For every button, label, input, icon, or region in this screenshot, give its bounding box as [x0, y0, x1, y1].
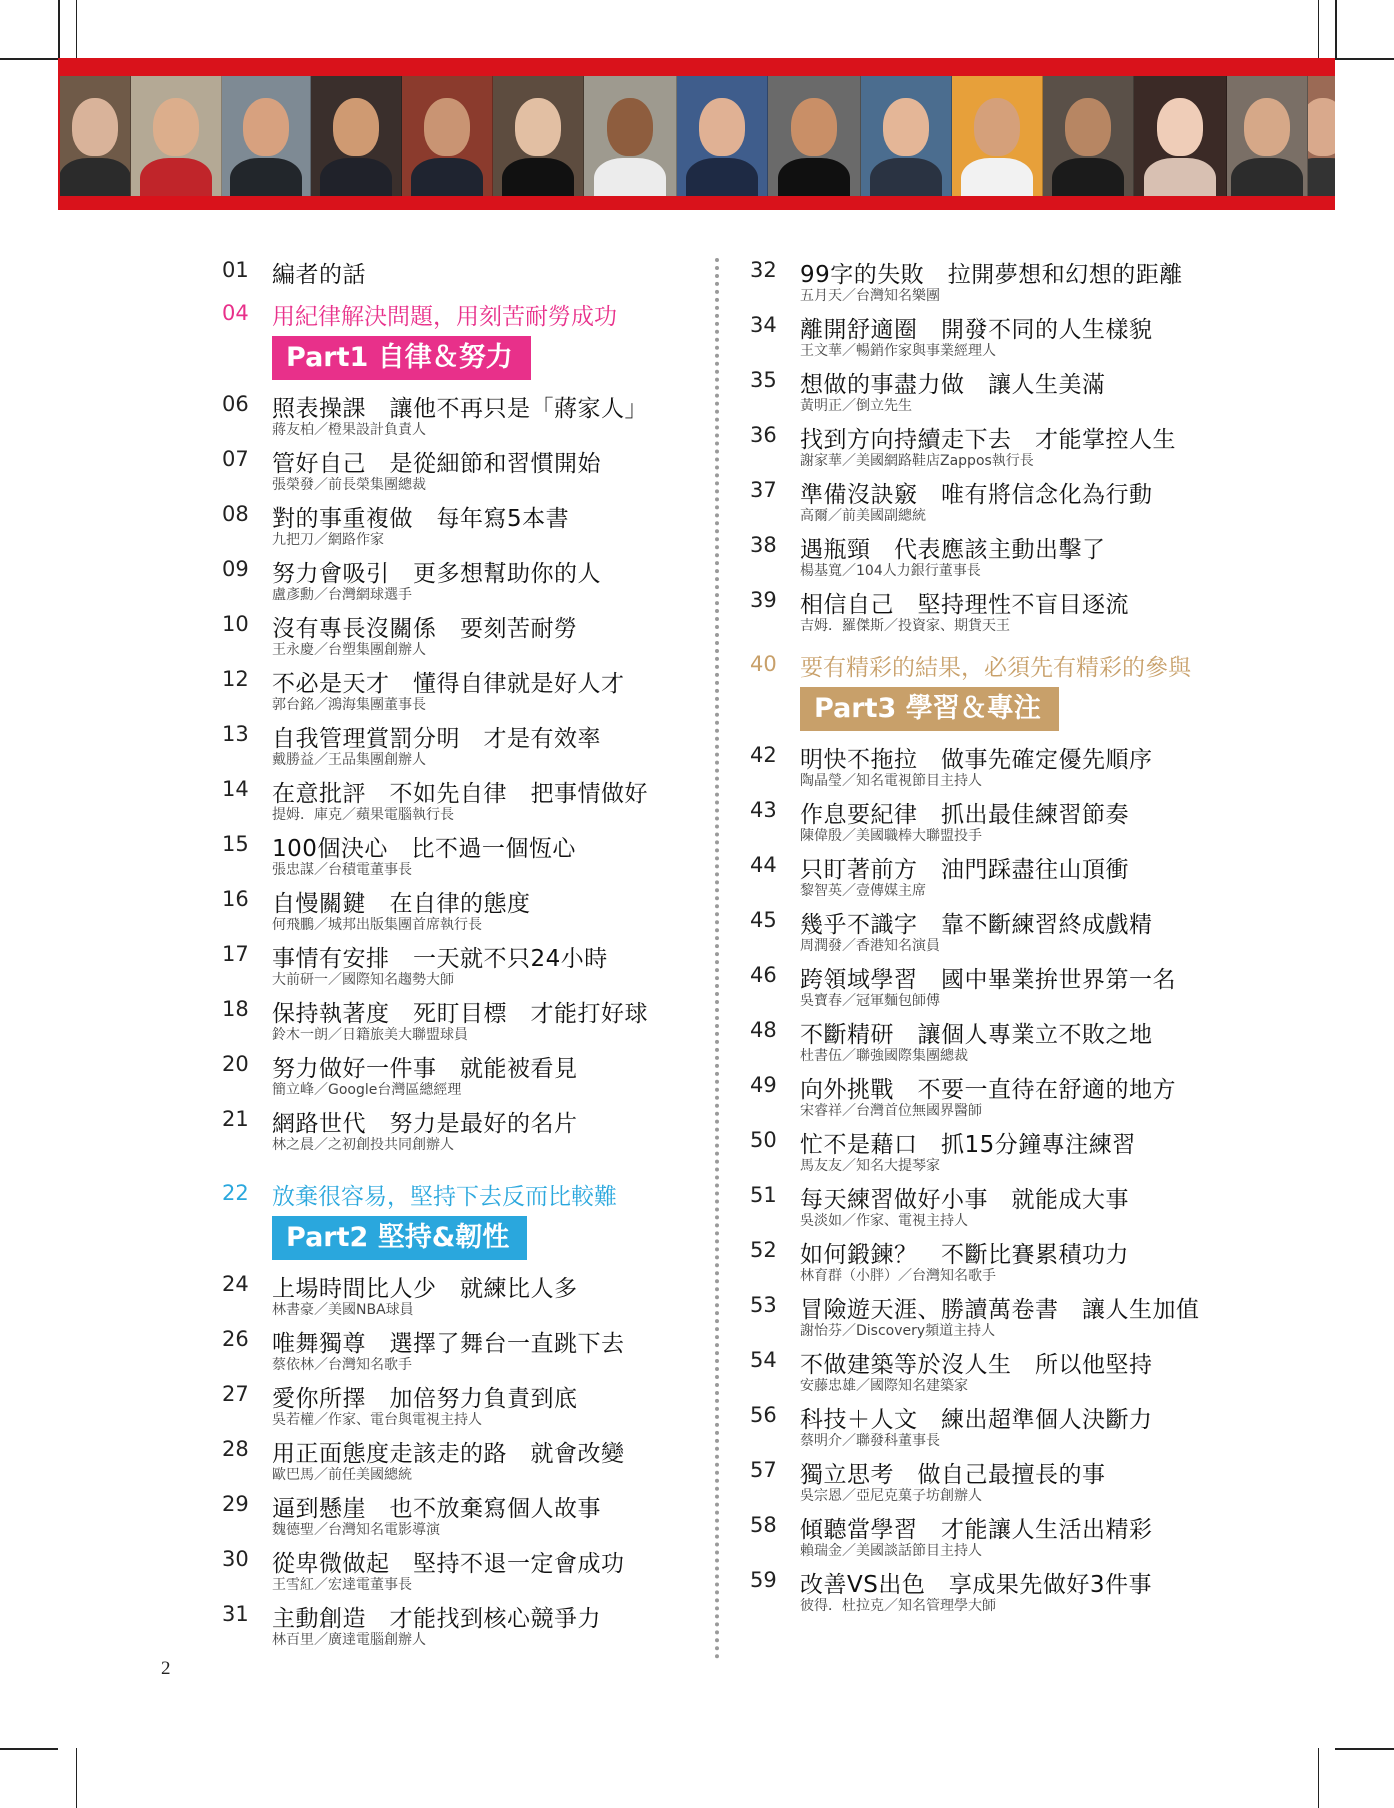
page-number: 2 — [161, 1658, 171, 1679]
toc-entry[interactable] — [750, 1071, 1240, 1126]
entry-title: 管好自己 是從細節和習慣開始 — [272, 451, 601, 477]
toc-entry[interactable] — [222, 775, 692, 830]
entry-title: 保持執著度 死盯目標 才能打好球 — [272, 1001, 648, 1027]
page-ref: 17 — [222, 942, 249, 966]
page-ref: 56 — [750, 1403, 777, 1427]
toc-entry[interactable] — [750, 1016, 1240, 1071]
entry-title: 如何鍛鍊？ 不斷比賽累積功力 — [800, 1242, 1129, 1268]
entry-author: 林之晨／之初創投共同創辦人 — [272, 1137, 454, 1153]
crop-mark — [58, 0, 60, 58]
toc-entry[interactable] — [222, 995, 692, 1050]
page-ref: 01 — [222, 258, 249, 282]
page-ref: 29 — [222, 1492, 249, 1516]
entry-title: 唯舞獨尊 選擇了舞台一直跳下去 — [272, 1331, 625, 1357]
toc-entry[interactable] — [222, 940, 692, 995]
crop-mark — [76, 0, 77, 58]
crop-mark — [1335, 58, 1394, 60]
entry-title: 相信自己 堅持理性不盲目逐流 — [800, 592, 1129, 618]
entry-author: 戴勝益／王品集團創辦人 — [272, 752, 426, 768]
toc-entry[interactable] — [222, 665, 692, 720]
page-ref: 15 — [222, 832, 249, 856]
entry-title: 不做建築等於沒人生 所以他堅持 — [800, 1352, 1153, 1378]
entry-author: 賴瑞金／美國談話節目主持人 — [800, 1543, 982, 1559]
section-heading[interactable] — [222, 1178, 692, 1216]
crop-mark — [1318, 1748, 1319, 1808]
page-ref: 18 — [222, 997, 249, 1021]
toc-entry[interactable] — [222, 1435, 692, 1490]
toc-entry[interactable] — [750, 1566, 1240, 1621]
entry-author: 林書豪／美國NBA球員 — [272, 1302, 414, 1318]
entry-title: 自我管理賞罰分明 才是有效率 — [272, 726, 601, 752]
entry-title: 科技＋人文 練出超準個人決斷力 — [800, 1407, 1153, 1433]
entry-author: 王雪紅／宏達電董事長 — [272, 1577, 412, 1593]
entry-title: 努力做好一件事 就能被看見 — [272, 1056, 578, 1082]
entry-title: 不必是天才 懂得自律就是好人才 — [272, 671, 625, 697]
entry-title: 自慢關鍵 在自律的態度 — [272, 891, 531, 917]
portrait-photo — [311, 76, 402, 196]
page-ref: 37 — [750, 478, 777, 502]
part2-continued-entries — [750, 256, 1240, 641]
toc-entry[interactable] — [222, 1380, 692, 1435]
entry-author: 張榮發／前長榮集團總裁 — [272, 477, 426, 493]
toc-entry[interactable] — [750, 1511, 1240, 1566]
entry-author: 陳偉殷／美國職棒大聯盟投手 — [800, 828, 982, 844]
entry-author: 吳淡如／作家、電視主持人 — [800, 1213, 968, 1229]
entry-title: 傾聽當學習 才能讓人生活出精彩 — [800, 1517, 1153, 1543]
entry-author: 大前研一／國際知名趨勢大師 — [272, 972, 454, 988]
toc-entry[interactable] — [750, 311, 1240, 366]
page-ref: 10 — [222, 612, 249, 636]
entry-title: 努力會吸引 更多想幫助你的人 — [272, 561, 601, 587]
entry-author: 謝家華／美國網路鞋店Zappos執行長 — [800, 453, 1034, 469]
portrait-photo — [1308, 76, 1335, 196]
toc-entry[interactable] — [750, 796, 1240, 851]
page-ref: 45 — [750, 908, 777, 932]
portrait-photo — [402, 76, 493, 196]
portrait-photo — [768, 76, 861, 196]
entry-author: 提姆．庫克／蘋果電腦執行長 — [272, 807, 454, 823]
toc-entry[interactable] — [750, 1126, 1240, 1181]
portrait-photo — [677, 76, 768, 196]
entry-author: 簡立峰／Google台灣區總經理 — [272, 1082, 462, 1098]
toc-entry[interactable] — [222, 1490, 692, 1545]
entry-title: 在意批評 不如先自律 把事情做好 — [272, 781, 648, 807]
entry-title: 從卑微做起 堅持不退一定會成功 — [272, 1551, 625, 1577]
page-ref: 43 — [750, 798, 777, 822]
entry-title: 冒險遊天涯、勝讀萬卷書 讓人生加值 — [800, 1297, 1200, 1323]
page-ref: 54 — [750, 1348, 777, 1372]
page-ref: 40 — [750, 652, 777, 676]
toc-entry[interactable] — [222, 1545, 692, 1600]
page-ref: 52 — [750, 1238, 777, 1262]
part2-entries — [222, 1270, 692, 1655]
page-ref: 57 — [750, 1458, 777, 1482]
entry-title: 用正面態度走該走的路 就會改變 — [272, 1441, 625, 1467]
entry-author: 九把刀／網路作家 — [272, 532, 384, 548]
entry-author: 五月天／台灣知名樂團 — [800, 288, 940, 304]
portrait-photo — [1227, 76, 1308, 196]
toc-entry[interactable] — [222, 1050, 692, 1105]
entry-title: 網路世代 努力是最好的名片 — [272, 1111, 578, 1137]
portrait-photo — [493, 76, 584, 196]
portrait-photo — [131, 76, 222, 196]
section-title: 要有精彩的結果，必須先有精彩的參與 — [800, 655, 1191, 681]
portrait-photo — [60, 76, 131, 196]
entry-author: 張忠謀／台積電董事長 — [272, 862, 412, 878]
page-ref: 28 — [222, 1437, 249, 1461]
toc-entry[interactable] — [222, 830, 692, 885]
entry-author: 楊基寬／104人力銀行董事長 — [800, 563, 981, 579]
entry-author: 何飛鵬／城邦出版集團首席執行長 — [272, 917, 482, 933]
entry-author: 黎智英／壹傳媒主席 — [800, 883, 926, 899]
toc-entry[interactable] — [222, 1325, 692, 1380]
toc-entry[interactable] — [222, 445, 692, 500]
page-ref: 08 — [222, 502, 249, 526]
toc-entry[interactable] — [750, 961, 1240, 1016]
entry-title: 找到方向持續走下去 才能掌控人生 — [800, 427, 1176, 453]
entry-title: 編者的話 — [272, 262, 366, 288]
toc-entry[interactable] — [750, 586, 1240, 641]
portrait-photo-strip — [60, 76, 1335, 196]
entry-author: 魏德聖／台灣知名電影導演 — [272, 1522, 440, 1538]
portrait-photo — [584, 76, 677, 196]
part-label — [222, 1216, 692, 1270]
entry-title: 跨領域學習 國中畢業拚世界第一名 — [800, 967, 1176, 993]
entry-title: 上場時間比人少 就練比人多 — [272, 1276, 578, 1302]
page-ref: 32 — [750, 258, 777, 282]
page-ref: 09 — [222, 557, 249, 581]
entry-author: 王永慶／台塑集團創辦人 — [272, 642, 426, 658]
section-title: 用紀律解決問題，用刻苦耐勞成功 — [272, 304, 617, 330]
page-ref: 21 — [222, 1107, 249, 1131]
entry-author: 馬友友／知名大提琴家 — [800, 1158, 940, 1174]
page-ref: 04 — [222, 301, 249, 325]
portrait-photo — [952, 76, 1043, 196]
entry-author: 陶晶瑩／知名電視節目主持人 — [800, 773, 982, 789]
toc-entry[interactable] — [750, 1346, 1240, 1401]
entry-author: 吳宗恩／亞尼克菓子坊創辦人 — [800, 1488, 982, 1504]
toc-entry[interactable] — [750, 476, 1240, 531]
page-ref: 22 — [222, 1181, 249, 1205]
page-ref: 39 — [750, 588, 777, 612]
toc-entry[interactable] — [222, 500, 692, 555]
entry-title: 想做的事盡力做 讓人生美滿 — [800, 372, 1106, 398]
entry-title: 忙不是藉口 抓15分鐘專注練習 — [800, 1132, 1136, 1158]
toc-left-column — [222, 256, 692, 1655]
page-ref: 38 — [750, 533, 777, 557]
toc-entry[interactable] — [750, 1456, 1240, 1511]
crop-mark — [1335, 0, 1337, 58]
entry-title: 向外挑戰 不要一直待在舒適的地方 — [800, 1077, 1176, 1103]
entry-title: 照表操課 讓他不再只是「蔣家人」 — [272, 396, 648, 422]
entry-author: 杜書伍／聯強國際集團總裁 — [800, 1048, 968, 1064]
entry-title: 事情有安排 一天就不只24小時 — [272, 946, 608, 972]
crop-mark — [0, 1748, 58, 1750]
page-ref: 31 — [222, 1602, 249, 1626]
entry-author: 高爾／前美國副總統 — [800, 508, 926, 524]
page-ref: 36 — [750, 423, 777, 447]
toc-entry[interactable] — [222, 555, 692, 610]
entry-author: 吳若權／作家、電台與電視主持人 — [272, 1412, 482, 1428]
entry-author: 歐巴馬／前任美國總統 — [272, 1467, 412, 1483]
entry-author: 周潤發／香港知名演員 — [800, 938, 940, 954]
part3-badge: Part3 學習＆專注 — [800, 687, 1059, 731]
toc-entry[interactable] — [750, 906, 1240, 961]
page-ref: 59 — [750, 1568, 777, 1592]
entry-author: 林育群（小胖）／台灣知名歌手 — [800, 1268, 996, 1284]
portrait-photo — [861, 76, 952, 196]
portrait-photo — [1134, 76, 1227, 196]
entry-author: 吳寶春／冠軍麵包師傅 — [800, 993, 940, 1009]
part3-entries — [750, 741, 1240, 1621]
toc-entry[interactable] — [750, 256, 1240, 311]
toc-entry[interactable] — [750, 1236, 1240, 1291]
entry-title: 不斷精研 讓個人專業立不敗之地 — [800, 1022, 1153, 1048]
toc-entry[interactable] — [222, 1600, 692, 1655]
toc-entry[interactable] — [750, 1291, 1240, 1346]
part-label — [222, 336, 692, 390]
toc-right-column — [750, 256, 1240, 1621]
crop-mark — [1335, 1748, 1394, 1750]
page-ref: 50 — [750, 1128, 777, 1152]
page-ref: 24 — [222, 1272, 249, 1296]
toc-entry[interactable] — [750, 1401, 1240, 1456]
entry-author: 宋睿祥／台灣首位無國界醫師 — [800, 1103, 982, 1119]
entry-title: 明快不拖拉 做事先確定優先順序 — [800, 747, 1153, 773]
page-ref: 49 — [750, 1073, 777, 1097]
entry-title: 只盯著前方 油門踩盡往山頂衝 — [800, 857, 1129, 883]
section-title: 放棄很容易，堅持下去反而比較難 — [272, 1184, 617, 1210]
toc-entry[interactable] — [750, 421, 1240, 476]
toc-entry[interactable] — [222, 390, 692, 445]
entry-author: 蔡依林／台灣知名歌手 — [272, 1357, 412, 1373]
page-ref: 34 — [750, 313, 777, 337]
part-label — [750, 687, 1240, 741]
entry-author: 謝怡芬／Discovery頻道主持人 — [800, 1323, 996, 1339]
page-ref: 46 — [750, 963, 777, 987]
entry-title: 愛你所擇 加倍努力負責到底 — [272, 1386, 578, 1412]
entry-author: 安藤忠雄／國際知名建築家 — [800, 1378, 968, 1394]
page-ref: 30 — [222, 1547, 249, 1571]
entry-title: 每天練習做好小事 就能成大事 — [800, 1187, 1129, 1213]
crop-mark — [0, 58, 58, 60]
toc-entry[interactable] — [750, 741, 1240, 796]
entry-title: 對的事重複做 每年寫5本書 — [272, 506, 570, 532]
entry-author: 彼得．杜拉克／知名管理學大師 — [800, 1598, 996, 1614]
portrait-photo — [222, 76, 311, 196]
entry-title: 改善VS出色 享成果先做好3件事 — [800, 1572, 1152, 1598]
page-ref: 53 — [750, 1293, 777, 1317]
entry-author: 林百里／廣達電腦創辦人 — [272, 1632, 426, 1648]
entry-title: 獨立思考 做自己最擅長的事 — [800, 1462, 1106, 1488]
section-heading[interactable] — [750, 649, 1240, 687]
page-ref: 26 — [222, 1327, 249, 1351]
crop-mark — [1318, 0, 1319, 58]
toc-entry[interactable] — [222, 1105, 692, 1160]
page-ref: 42 — [750, 743, 777, 767]
toc-entry[interactable] — [222, 720, 692, 775]
crop-mark — [76, 1748, 77, 1808]
toc-entry[interactable] — [750, 851, 1240, 906]
entry-author: 蔡明介／聯發科董事長 — [800, 1433, 940, 1449]
toc-entry[interactable] — [222, 256, 692, 298]
entry-author: 鈴木一朗／日籍旅美大聯盟球員 — [272, 1027, 468, 1043]
page-ref: 16 — [222, 887, 249, 911]
page-ref: 12 — [222, 667, 249, 691]
entry-title: 離開舒適圈 開發不同的人生樣貌 — [800, 317, 1153, 343]
entry-title: 準備沒訣竅 唯有將信念化為行動 — [800, 482, 1153, 508]
entry-title: 逼到懸崖 也不放棄寫個人故事 — [272, 1496, 601, 1522]
entry-author: 郭台銘／鴻海集團董事長 — [272, 697, 426, 713]
entry-title: 沒有專長沒關係 要刻苦耐勞 — [272, 616, 578, 642]
entry-author: 蔣友柏／橙果設計負責人 — [272, 422, 426, 438]
column-divider — [715, 258, 719, 1660]
page-ref: 27 — [222, 1382, 249, 1406]
entry-author: 黃明正／倒立先生 — [800, 398, 912, 414]
toc-entry[interactable] — [222, 1270, 692, 1325]
entry-title: 99字的失敗 拉開夢想和幻想的距離 — [800, 262, 1183, 288]
toc-entry[interactable] — [222, 885, 692, 940]
section-heading[interactable] — [222, 298, 692, 336]
entry-author: 王文華／暢銷作家與事業經理人 — [800, 343, 996, 359]
page-ref: 07 — [222, 447, 249, 471]
toc-entry[interactable] — [750, 1181, 1240, 1236]
entry-author: 吉姆．羅傑斯／投資家、期貨天王 — [800, 618, 1010, 634]
entry-title: 主動創造 才能找到核心競爭力 — [272, 1606, 601, 1632]
part1-entries — [222, 390, 692, 1160]
page-ref: 51 — [750, 1183, 777, 1207]
page-ref: 06 — [222, 392, 249, 416]
toc-entry[interactable] — [750, 366, 1240, 421]
entry-title: 幾乎不識字 靠不斷練習終成戲精 — [800, 912, 1153, 938]
part2-badge: Part2 堅持&韌性 — [272, 1216, 527, 1260]
entry-title: 100個決心 比不過一個恆心 — [272, 836, 576, 862]
toc-entry[interactable] — [222, 610, 692, 665]
page-ref: 13 — [222, 722, 249, 746]
part1-badge: Part1 自律＆努力 — [272, 336, 531, 380]
entry-author: 盧彥勳／台灣網球選手 — [272, 587, 412, 603]
page-ref: 44 — [750, 853, 777, 877]
toc-entry[interactable] — [750, 531, 1240, 586]
page-ref: 14 — [222, 777, 249, 801]
entry-title: 作息要紀律 抓出最佳練習節奏 — [800, 802, 1129, 828]
page-ref: 35 — [750, 368, 777, 392]
page-ref: 48 — [750, 1018, 777, 1042]
entry-title: 遇瓶頸 代表應該主動出擊了 — [800, 537, 1106, 563]
page-ref: 58 — [750, 1513, 777, 1537]
portrait-photo — [1043, 76, 1134, 196]
page-ref: 20 — [222, 1052, 249, 1076]
